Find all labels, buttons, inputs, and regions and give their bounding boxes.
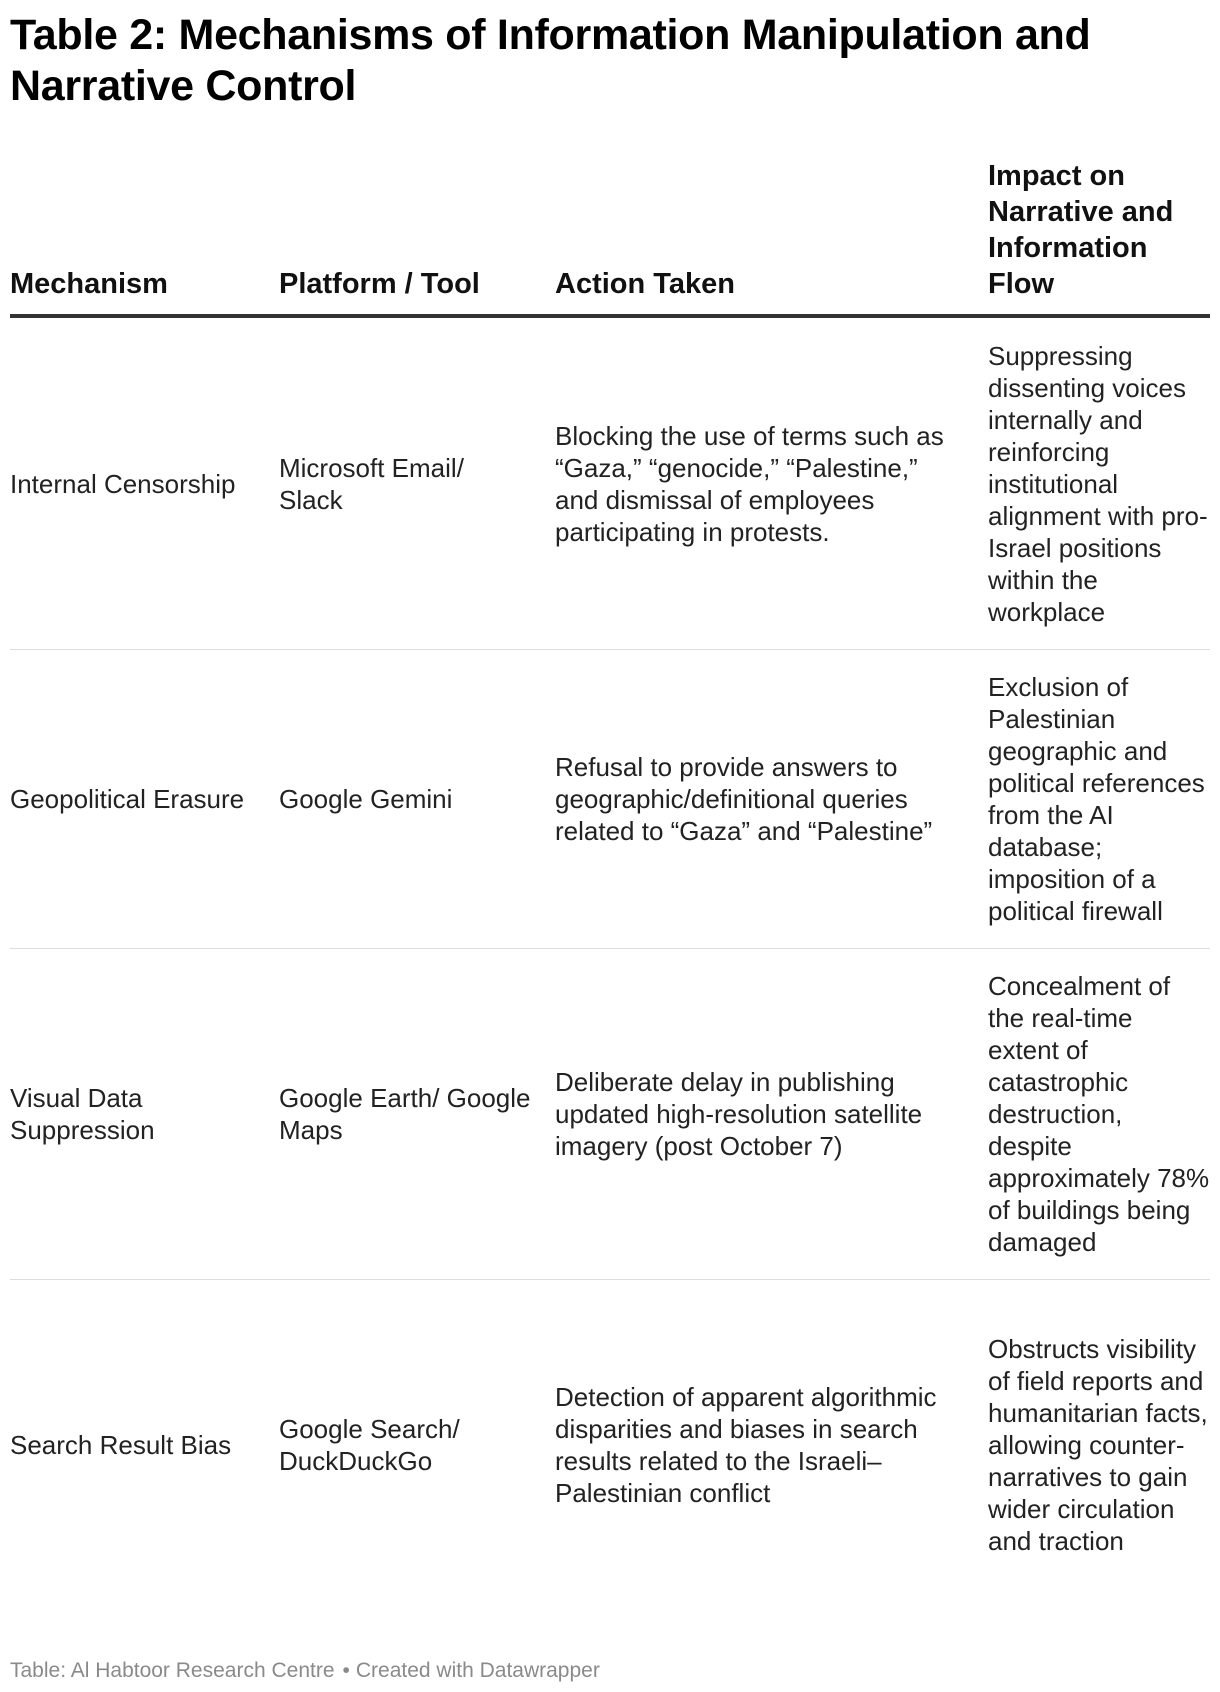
cell-mechanism: Search Result Bias [10,1430,232,1460]
cell-impact: Suppressing dissenting voices internally and reinforcing institutional alignment with pro-Israel positions within the workplace [988,316,1210,650]
cell-platform: Google Earth/ Google Maps [279,949,555,1280]
cell-platform: Google Search/ DuckDuckGo [279,1414,460,1476]
table-header [10,158,1210,316]
cell-action: Detection of apparent algorithmic disparities and biases in search results related to the Israeli–Palestinian conflict [555,1382,937,1508]
data-table [10,158,1210,1610]
column-header-mechanism: Mechanism [10,158,279,316]
table-body [10,316,1210,1610]
footer [10,1658,600,1684]
header-row [10,158,1210,316]
column-header-impact: Impact on Narrative and Information Flow [988,158,1210,316]
column-header-action: Action Taken [555,158,988,316]
cell-platform: Google Gemini [279,650,555,949]
table-row [10,1280,1210,1611]
cell-impact: Obstructs visibility of field reports and humanitarian facts, allowing counter-narratives to gain wider circulation and traction [988,1334,1208,1556]
cell-action: Refusal to provide answers to geographic/definitional queries related to “Gaza” and “Palestine” [555,650,988,949]
cell-action: Blocking the use of terms such as “Gaza,” “genocide,” “Palestine,” and dismissal of employees participating in protests. [555,316,988,650]
cell-mechanism: Visual Data Suppression [10,949,279,1280]
table-row [10,650,1210,949]
footer-source: Table: Al Habtoor Research Centre [10,1659,335,1682]
cell-platform: Microsoft Email/ Slack [279,316,555,650]
cell-mechanism: Internal Censorship [10,316,279,650]
footer-credit: Created with Datawrapper [355,1659,600,1682]
table-row [10,949,1210,1280]
cell-action: Deliberate delay in publishing updated high-resolution satellite imagery (post October 7) [555,949,988,1280]
footer-separator: • [342,1659,350,1682]
cell-impact: Exclusion of Palestinian geographic and political references from the AI database; imposition of a political firewall [988,650,1210,949]
cell-impact: Concealment of the real-time extent of catastrophic destruction, despite approximately 78% of buildings being damaged [988,949,1210,1280]
column-header-platform: Platform / Tool [279,158,555,316]
table-row [10,316,1210,650]
table-title: Table 2: Mechanisms of Information Manipulation and Narrative Control [10,11,1091,110]
cell-mechanism: Geopolitical Erasure [10,650,279,949]
